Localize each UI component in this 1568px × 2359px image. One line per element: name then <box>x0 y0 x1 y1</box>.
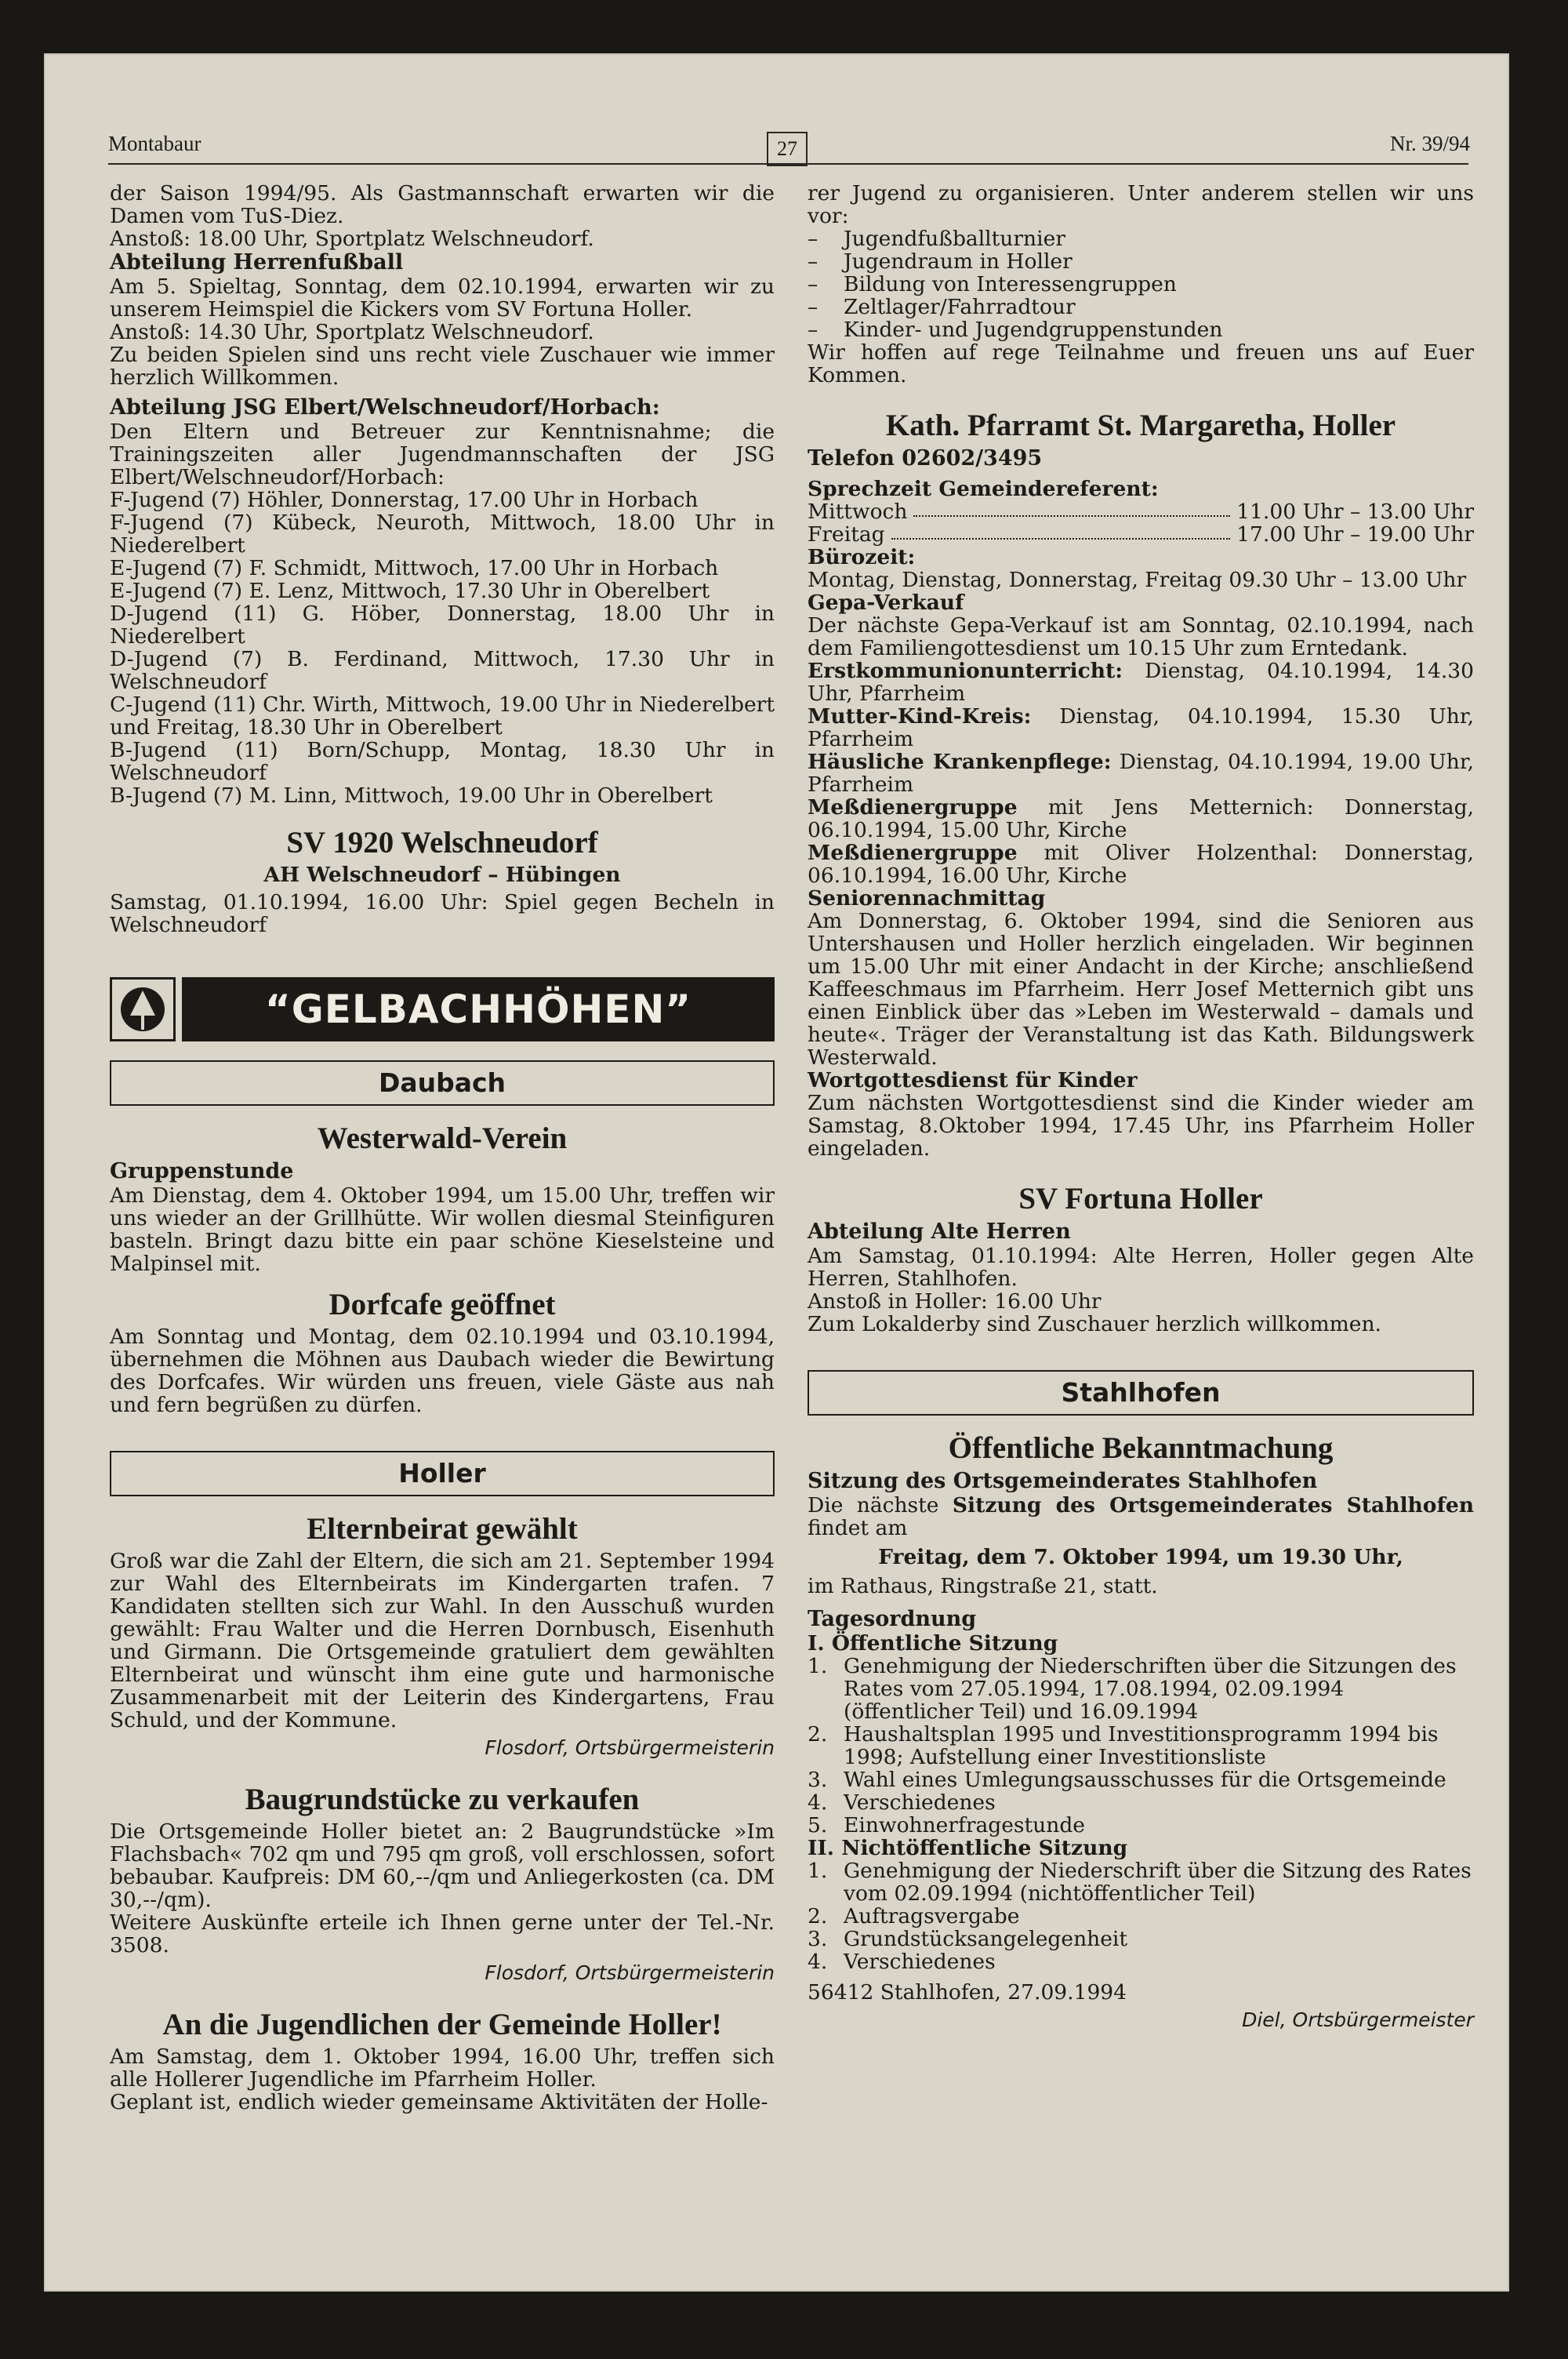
page-number: 27 <box>767 132 808 166</box>
text: Die nächste Sitzung des Ortsgemeinderates Stahlhofen findet am <box>808 1493 1474 1540</box>
header-left: Montabaur <box>108 132 201 155</box>
article-title: SV Fortuna Holler <box>1018 1182 1263 1216</box>
list-item: 3. Grundstücksangelegenheit <box>808 1927 1128 1951</box>
list-item: 1. Genehmigung der Niederschriften über die Sitzungen des Rates vom 27.05.1994, 17.08.1994, 02.09.1994 (öffentlicher Teil) und 16.09.1994 <box>808 1654 1457 1724</box>
text: Erstkommunionunterricht: Dienstag, 04.10.1994, 14.30 Uhr, Pfarrheim <box>808 659 1474 706</box>
text: Am Samstag, 01.10.1994: Alte Herren, Holler gegen Alte Herren, Stahlhofen. <box>808 1244 1474 1291</box>
section-heading: Abteilung JSG Elbert/Welschneudorf/Horbach: <box>110 395 660 420</box>
text: Anstoß: 18.00 Uhr, Sportplatz Welschneudorf. <box>110 227 594 251</box>
list-item: 4. Verschiedenes <box>808 1950 996 1974</box>
text: Mutter-Kind-Kreis: Dienstag, 04.10.1994, 15.30 Uhr, Pfarrheim <box>808 704 1474 751</box>
text: Am Samstag, dem 1. Oktober 1994, 16.00 Uhr, treffen sich alle Hollerer Jugendliche im Pfarrheim Holler. <box>110 2045 775 2092</box>
list-item: – Bildung von Interessengruppen <box>808 272 1177 296</box>
article-subtitle: Telefon 02602/3495 <box>808 446 1043 471</box>
article-title: Kath. Pfarramt St. Margaretha, Holler <box>885 409 1396 442</box>
section-heading: Abteilung Herrenfußball <box>110 250 404 274</box>
text: Samstag, 01.10.1994, 16.00 Uhr: Spiel gegen Becheln in Welschneudorf <box>110 890 775 937</box>
article-subtitle: Gruppenstunde <box>110 1159 294 1183</box>
text: Zum Lokalderby sind Zuschauer herzlich willkommen. <box>808 1312 1381 1336</box>
list-item: 2. Haushaltsplan 1995 und Investitionsprogramm 1994 bis 1998; Aufstellung einer Investitionsliste <box>808 1722 1439 1769</box>
article-subtitle: Abteilung Alte Herren <box>808 1219 1071 1244</box>
list-item: – Jugendraum in Holler <box>808 249 1073 274</box>
banner-title: “GELBACHHÖHEN” <box>182 977 775 1041</box>
subheading: Sprechzeit Gemeindereferent: <box>808 477 1159 501</box>
text: Montag, Dienstag, Donnerstag, Freitag 09.30 Uhr – 13.00 Uhr <box>808 568 1467 592</box>
section-box-stahlhofen: Stahlhofen <box>808 1370 1474 1416</box>
text: Meßdienergruppe mit Oliver Holzenthal: Donnerstag, 06.10.1994, 16.00 Uhr, Kirche <box>808 841 1474 888</box>
text: Zum nächsten Wortgottesdienst sind die Kinder wieder am Samstag, 8.Oktober 1994, 17.45 Uhr, ins Pfarrheim Holler eingeladen. <box>808 1091 1474 1161</box>
verbandsgemeinde-logo <box>110 977 176 1041</box>
signature: Flosdorf, Ortsbürgermeisterin <box>485 1961 775 1984</box>
list-item: E-Jugend (7) F. Schmidt, Mittwoch, 17.00 Uhr in Horbach <box>110 556 719 580</box>
list-item: F-Jugend (7) Kübeck, Neuroth, Mittwoch, 18.00 Uhr in Niederelbert <box>110 511 775 558</box>
bullet-list <box>808 227 1474 341</box>
text: Wir hoffen auf rege Teilnahme und freuen uns auf Euer Kommen. <box>808 340 1474 387</box>
text: Den Eltern und Betreuer zur Kenntnisnahme; die Trainingszeiten aller Jugendmannschaften der JSG Elbert/Welschneudorf/Horbach: <box>110 420 775 489</box>
text: der Saison 1994/95. Als Gastmannschaft erwarten wir die Damen vom TuS-Diez. <box>110 181 775 228</box>
text: im Rathaus, Ringstraße 21, statt. <box>808 1574 1158 1598</box>
text: Zu beiden Spielen sind uns recht viele Zuschauer wie immer herzlich Willkommen. <box>110 343 775 390</box>
text: Am Donnerstag, 6. Oktober 1994, sind die Senioren aus Untershausen und Holler herzlich eingeladen. Wir beginnen um 15.00 Uhr mit einer Andacht in der Kirche; anschließend Kaffeeschmaus im Pfarrheim. Herr Josef Metternich gibt uns einen Einblick über das »Leben im Westerwald – damals und heute«. Träger der Veranstaltung ist das Kath. Bildungswerk Westerwald. <box>808 909 1474 1070</box>
text: Meßdienergruppe mit Jens Metternich: Donnerstag, 06.10.1994, 15.00 Uhr, Kirche <box>808 795 1474 842</box>
article-subtitle: AH Welschneudorf – Hübingen <box>263 863 621 887</box>
list-item: F-Jugend (7) Höhler, Donnerstag, 17.00 Uhr in Horbach <box>110 488 699 512</box>
gelbachhoehen-banner <box>110 977 775 1041</box>
text: Groß war die Zahl der Eltern, die sich am 21. September 1994 zur Wahl des Elternbeirats im Kindergarten trafen. 7 Kandidaten stellten sich zur Wahl. In den Ausschuß wurden gewählt: Frau Walter und die Herren Dornbusch, Eisenhuth und Girmann. Die Ortsgemeinde gratuliert dem gewählten Elternbeirat und wünscht ihm eine gute und harmonische Zusammenarbeit mit der Leiterin des Kindergartens, Frau Schuld, und der Kommune. <box>110 1549 775 1732</box>
list-item: 4. Verschiedenes <box>808 1790 996 1815</box>
signature: Flosdorf, Ortsbürgermeisterin <box>485 1736 775 1759</box>
office-hours-row: Freitag 17.00 Uhr – 19.00 Uhr <box>808 522 1474 547</box>
article-title: Elternbeirat gewählt <box>307 1512 578 1546</box>
text: Häusliche Krankenpflege: Dienstag, 04.10.1994, 19.00 Uhr, Pfarrheim <box>808 750 1475 797</box>
article-title: SV 1920 Welschneudorf <box>286 826 598 860</box>
list-item: 1. Genehmigung der Niederschrift über die Sitzung des Rates vom 02.09.1994 (nichtöffentlicher Teil) <box>808 1859 1472 1906</box>
subheading: Seniorennachmittag <box>808 886 1046 911</box>
team-list <box>110 489 775 807</box>
subheading: Bürozeit: <box>808 545 916 569</box>
list-item: – Zeltlager/Fahrradtour <box>808 295 1076 319</box>
text: Geplant ist, endlich wieder gemeinsame Aktivitäten der Holle- <box>110 2090 768 2114</box>
list-item: 5. Einwohnerfragestunde <box>808 1813 1085 1837</box>
article-title: Westerwald-Verein <box>317 1121 568 1155</box>
article-title: Öffentliche Bekanntmachung <box>948 1431 1334 1465</box>
list-item: – Jugendfußballturnier <box>808 227 1065 251</box>
left-column <box>110 182 775 2114</box>
text: rer Jugend zu organisieren. Unter anderem stellen wir uns vor: <box>808 181 1474 228</box>
article-subtitle: Sitzung des Ortsgemeinderates Stahlhofen <box>808 1469 1318 1493</box>
agenda-list <box>808 1655 1474 1837</box>
header-right: Nr. 39/94 <box>1389 132 1470 155</box>
agenda-heading: Tagesordnung <box>808 1607 977 1631</box>
list-item: B-Jugend (7) M. Linn, Mittwoch, 19.00 Uhr in Oberelbert <box>110 783 713 808</box>
text: Die Ortsgemeinde Holler bietet an: 2 Baugrundstücke »Im Flachsbach« 702 qm und 795 qm groß, voll erschlossen, sofort bebaubar. Kaufpreis: DM 60,--/qm und Anliegerkosten (ca. DM 30,--/qm). <box>110 1819 775 1912</box>
place-date: 56412 Stahlhofen, 27.09.1994 <box>808 1980 1127 2005</box>
right-column <box>808 182 1474 2031</box>
section-box-holler: Holler <box>110 1451 775 1496</box>
list-item: C-Jugend (11) Chr. Wirth, Mittwoch, 19.00 Uhr in Niederelbert und Freitag, 18.30 Uhr in Oberelbert <box>110 692 775 740</box>
text: Der nächste Gepa-Verkauf ist am Sonntag, 02.10.1994, nach dem Familiengottesdienst um 10.15 Uhr zum Erntedank. <box>808 613 1474 660</box>
meeting-date: Freitag, dem 7. Oktober 1994, um 19.30 Uhr, <box>878 1545 1403 1569</box>
office-hours-row: Mittwoch 11.00 Uhr – 13.00 Uhr <box>808 500 1474 524</box>
list-item: D-Jugend (11) G. Höber, Donnerstag, 18.00 Uhr in Niederelbert <box>110 602 775 649</box>
text: Anstoß in Holler: 16.00 Uhr <box>808 1289 1102 1314</box>
header-rule <box>108 163 1468 165</box>
signature: Diel, Ortsbürgermeister <box>1242 2008 1474 2031</box>
agenda-section: II. Nichtöffentliche Sitzung <box>808 1836 1128 1860</box>
list-item: E-Jugend (7) E. Lenz, Mittwoch, 17.30 Uhr in Oberelbert <box>110 579 710 603</box>
list-item: B-Jugend (11) Born/Schupp, Montag, 18.30 Uhr in Welschneudorf <box>110 738 775 785</box>
list-item: 3. Wahl eines Umlegungsausschusses für die Ortsgemeinde <box>808 1768 1446 1792</box>
text: Weitere Auskünfte erteile ich Ihnen gerne unter der Tel.-Nr. 3508. <box>110 1910 775 1957</box>
article-title: Dorfcafe geöffnet <box>328 1288 556 1321</box>
agenda-list <box>808 1859 1474 1973</box>
text: Am Dienstag, dem 4. Oktober 1994, um 15.00 Uhr, treffen wir uns wieder an der Grillhütte. Wir wollen diesmal Steinfiguren basteln. Bringt dazu bitte ein paar schöne Kieselsteine und Malpinsel mit. <box>110 1183 775 1276</box>
list-item: 2. Auftragsvergabe <box>808 1904 1020 1928</box>
article-title: An die Jugendlichen der Gemeinde Holler! <box>162 2008 722 2041</box>
subheading: Wortgottesdienst für Kinder <box>808 1068 1138 1092</box>
section-box-daubach: Daubach <box>110 1060 775 1106</box>
list-item: D-Jugend (7) B. Ferdinand, Mittwoch, 17.30 Uhr in Welschneudorf <box>110 647 775 694</box>
text: Am 5. Spieltag, Sonntag, dem 02.10.1994, erwarten wir zu unserem Heimspiel die Kickers vom SV Fortuna Holler. <box>110 274 775 322</box>
text: Am Sonntag und Montag, dem 02.10.1994 und 03.10.1994, übernehmen die Möhnen aus Daubach wieder die Bewirtung des Dorfcafes. Wir würden uns freuen, viele Gäste aus nah und fern begrüßen zu dürfen. <box>110 1325 775 1417</box>
subheading: Gepa-Verkauf <box>808 591 964 615</box>
text: Anstoß: 14.30 Uhr, Sportplatz Welschneudorf. <box>110 320 594 344</box>
agenda-section: I. Öffentliche Sitzung <box>808 1631 1058 1656</box>
article-title: Baugrundstücke zu verkaufen <box>245 1783 640 1816</box>
list-item: – Kinder- und Jugendgruppenstunden <box>808 318 1223 342</box>
